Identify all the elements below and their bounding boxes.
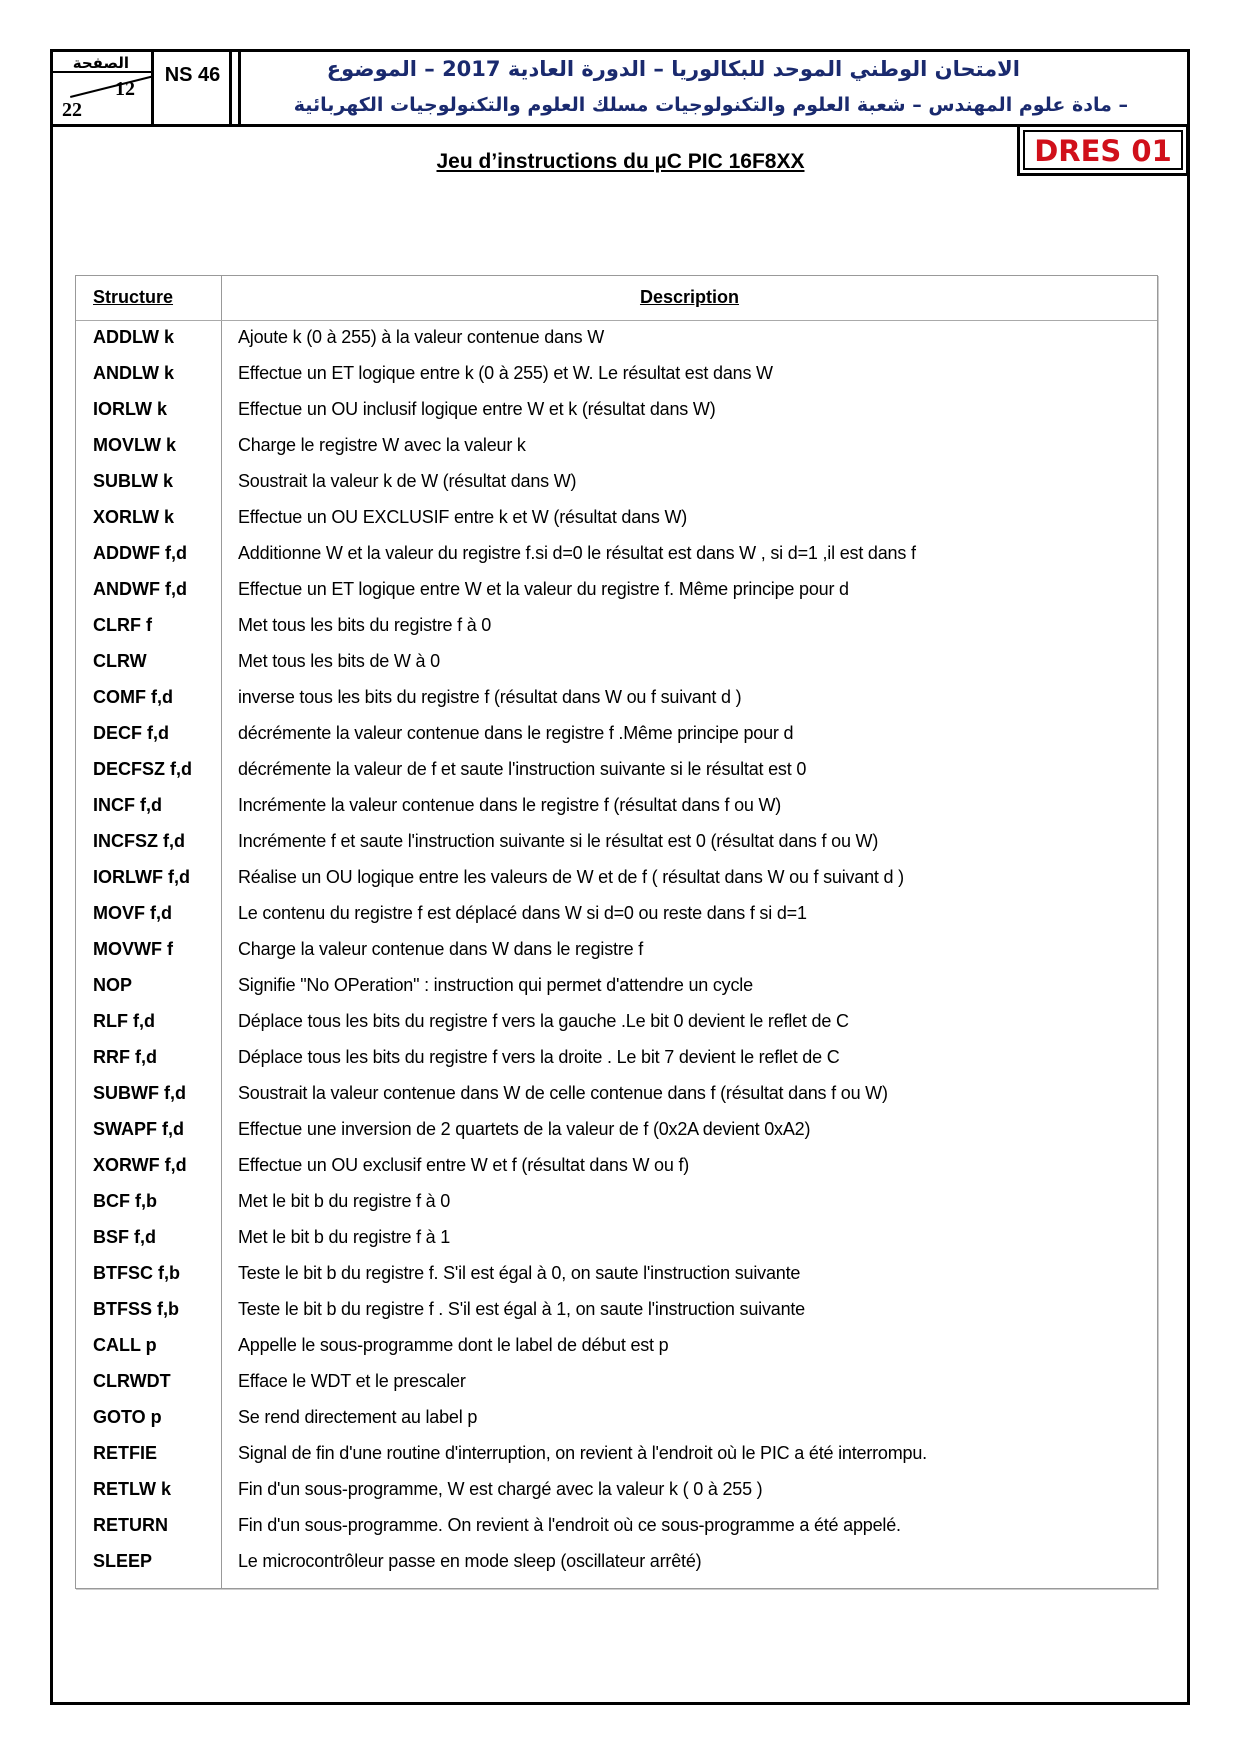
instruction-description: Incrémente la valeur contenue dans le registre f (résultat dans f ou W): [238, 795, 782, 815]
table-row: [76, 1150, 1157, 1186]
instruction-description: Effectue un OU inclusif logique entre W et k (résultat dans W): [238, 399, 716, 419]
instruction-structure: ADDWF f,d: [93, 543, 187, 563]
instruction-description: Soustrait la valeur k de W (résultat dans W): [238, 471, 577, 491]
table-row: [76, 574, 1157, 610]
table-row: [76, 1438, 1157, 1474]
instruction-structure: SUBWF f,d: [93, 1083, 186, 1103]
table-row: [76, 1510, 1157, 1546]
instruction-structure: XORLW k: [93, 507, 175, 527]
instruction-structure: RETLW k: [93, 1479, 172, 1499]
document-title: Jeu d’instructions du µC PIC 16F8XX: [436, 150, 805, 173]
table-row: [76, 1078, 1157, 1114]
header-structure: Structure: [93, 287, 174, 307]
instruction-description: Incrémente f et saute l'instruction suivante si le résultat est 0 (résultat dans f ou W): [238, 831, 879, 851]
instruction-structure: IORLW k: [93, 399, 168, 419]
instruction-structure: DECF f,d: [93, 723, 169, 743]
instruction-structure: ANDWF f,d: [93, 579, 187, 599]
instruction-structure: CALL p: [93, 1335, 157, 1355]
table-row: [76, 1042, 1157, 1078]
instruction-structure: COMF f,d: [93, 687, 173, 707]
page-number: 12: [115, 78, 135, 100]
instruction-structure: RETURN: [93, 1515, 168, 1535]
instruction-structure: MOVLW k: [93, 435, 177, 455]
table-row: [76, 322, 1157, 358]
instruction-structure: IORLWF f,d: [93, 867, 190, 887]
instruction-description: Met tous les bits de W à 0: [238, 651, 440, 671]
table-row: [76, 790, 1157, 826]
instruction-description: Déplace tous les bits du registre f vers la droite . Le bit 7 devient le reflet de C: [238, 1047, 840, 1067]
instruction-description: inverse tous les bits du registre f (résultat dans W ou f suivant d ): [238, 687, 742, 707]
table-row: [76, 1114, 1157, 1150]
instruction-description: Charge le registre W avec la valeur k: [238, 435, 526, 455]
instruction-structure: ANDLW k: [93, 363, 174, 383]
instruction-description: Fin d'un sous-programme. On revient à l'endroit où ce sous-programme a été appelé.: [238, 1515, 901, 1535]
table-row: [76, 934, 1157, 970]
table-row: [76, 970, 1157, 1006]
instruction-description: Met le bit b du registre f à 1: [238, 1227, 451, 1247]
table-row: [76, 610, 1157, 646]
instruction-description: Réalise un OU logique entre les valeurs de W et de f ( résultat dans W ou f suivant d ): [238, 867, 904, 887]
page-box-divider: [50, 71, 154, 73]
instruction-structure: SLEEP: [93, 1551, 153, 1571]
table-row: [76, 430, 1157, 466]
exam-header: [50, 49, 1190, 127]
instruction-structure: CLRF f: [93, 615, 152, 635]
table-row: [76, 682, 1157, 718]
table-row: [76, 358, 1157, 394]
instruction-description: Effectue un OU exclusif entre W et f (résultat dans W ou f): [238, 1155, 690, 1175]
instruction-description: Appelle le sous-programme dont le label de début est p: [238, 1335, 669, 1355]
instruction-description: Soustrait la valeur contenue dans W de celle contenue dans f (résultat dans f ou W): [238, 1083, 888, 1103]
instruction-description: Déplace tous les bits du registre f vers la gauche .Le bit 0 devient le reflet de C: [238, 1011, 849, 1031]
table-row: [76, 1402, 1157, 1438]
instruction-structure: MOVF f,d: [93, 903, 172, 923]
instruction-description: Signifie "No OPeration" : instruction qui permet d'attendre un cycle: [238, 975, 753, 995]
table-row: [76, 466, 1157, 502]
exam-title-line1: الامتحان الوطني الموحد للبكالوريا – الدورة العادية 2017 – الموضوع: [326, 57, 1020, 81]
instruction-structure: DECFSZ f,d: [93, 759, 192, 779]
page-total: 22: [62, 99, 82, 121]
instruction-description: Effectue un OU EXCLUSIF entre k et W (résultat dans W): [238, 507, 688, 527]
instruction-structure: ADDLW k: [93, 327, 174, 347]
table-row: [76, 718, 1157, 754]
table-row: [76, 1258, 1157, 1294]
instruction-structure: NOP: [93, 975, 133, 995]
table-header: [76, 276, 1157, 321]
header-description: Description: [639, 287, 740, 307]
document-badge-label: DRES 01: [1023, 130, 1183, 170]
instruction-structure: BTFSS f,b: [93, 1299, 179, 1319]
exam-code: NS 46: [164, 64, 221, 86]
exam-title-line2: – مادة علوم المهندس – شعبة العلوم والتكنولوجيات مسلك العلوم والتكنولوجيات الكهربائية: [293, 94, 1128, 116]
table-row: [76, 502, 1157, 538]
table-row: [76, 538, 1157, 574]
instruction-description: Se rend directement au label p: [238, 1407, 478, 1427]
table-row: [76, 1186, 1157, 1222]
table-row: [76, 754, 1157, 790]
instruction-description: Ajoute k (0 à 255) à la valeur contenue dans W: [238, 327, 605, 347]
instruction-description: Effectue un ET logique entre k (0 à 255) et W. Le résultat est dans W: [238, 363, 773, 383]
page-number-box: [50, 49, 154, 124]
table-row: [76, 1294, 1157, 1330]
instruction-description: Met le bit b du registre f à 0: [238, 1191, 451, 1211]
table-row: [76, 394, 1157, 430]
instruction-description: décrémente la valeur de f et saute l'instruction suivante si le résultat est 0: [238, 759, 807, 779]
instruction-structure: GOTO p: [93, 1407, 162, 1427]
instruction-structure: CLRW: [93, 651, 147, 671]
table-body: [76, 322, 1157, 1582]
instruction-description: Le microcontrôleur passe en mode sleep (oscillateur arrêté): [238, 1551, 702, 1571]
instruction-structure: SUBLW k: [93, 471, 174, 491]
instruction-structure: BSF f,d: [93, 1227, 156, 1247]
table-row: [76, 826, 1157, 862]
instruction-description: Met tous les bits du registre f à 0: [238, 615, 492, 635]
instruction-description: Effectue un ET logique entre W et la valeur du registre f. Même principe pour d: [238, 579, 849, 599]
instruction-description: Le contenu du registre f est déplacé dans W si d=0 ou reste dans f si d=1: [238, 903, 807, 923]
instruction-structure: INCFSZ f,d: [93, 831, 185, 851]
instruction-structure: MOVWF f: [93, 939, 173, 959]
instruction-structure: XORWF f,d: [93, 1155, 187, 1175]
table-row: [76, 1222, 1157, 1258]
page-label: الصفحة: [72, 54, 129, 72]
instruction-table: [75, 275, 1158, 1589]
instruction-description: Efface le WDT et le prescaler: [238, 1371, 466, 1391]
instruction-structure: BTFSC f,b: [93, 1263, 180, 1283]
instruction-description: Effectue une inversion de 2 quartets de la valeur de f (0x2A devient 0xA2): [238, 1119, 811, 1139]
exam-title-box: [238, 49, 1190, 124]
table-row: [76, 646, 1157, 682]
table-row: [76, 862, 1157, 898]
instruction-description: Charge la valeur contenue dans W dans le registre f: [238, 939, 644, 959]
instruction-structure: RLF f,d: [93, 1011, 155, 1031]
table-row: [76, 898, 1157, 934]
table-row: [76, 1330, 1157, 1366]
instruction-description: Additionne W et la valeur du registre f.si d=0 le résultat est dans W , si d=1 ,il est dans f: [238, 543, 916, 563]
table-row: [76, 1546, 1157, 1582]
instruction-structure: SWAPF f,d: [93, 1119, 184, 1139]
instruction-structure: INCF f,d: [93, 795, 162, 815]
table-row: [76, 1006, 1157, 1042]
instruction-description: Teste le bit b du registre f . S'il est égal à 1, on saute l'instruction suivante: [238, 1299, 805, 1319]
instruction-description: Teste le bit b du registre f. S'il est égal à 0, on saute l'instruction suivante: [238, 1263, 801, 1283]
instruction-description: Signal de fin d'une routine d'interruption, on revient à l'endroit où le PIC a été interrompu.: [238, 1443, 927, 1463]
instruction-structure: RETFIE: [93, 1443, 158, 1463]
instruction-structure: CLRWDT: [93, 1371, 171, 1391]
instruction-structure: BCF f,b: [93, 1191, 157, 1211]
instruction-description: décrémente la valeur contenue dans le registre f .Même principe pour d: [238, 723, 794, 743]
table-row: [76, 1474, 1157, 1510]
instruction-description: Fin d'un sous-programme, W est chargé avec la valeur k ( 0 à 255 ): [238, 1479, 763, 1499]
instruction-structure: RRF f,d: [93, 1047, 157, 1067]
exam-code-box: [156, 49, 232, 124]
table-row: [76, 1366, 1157, 1402]
